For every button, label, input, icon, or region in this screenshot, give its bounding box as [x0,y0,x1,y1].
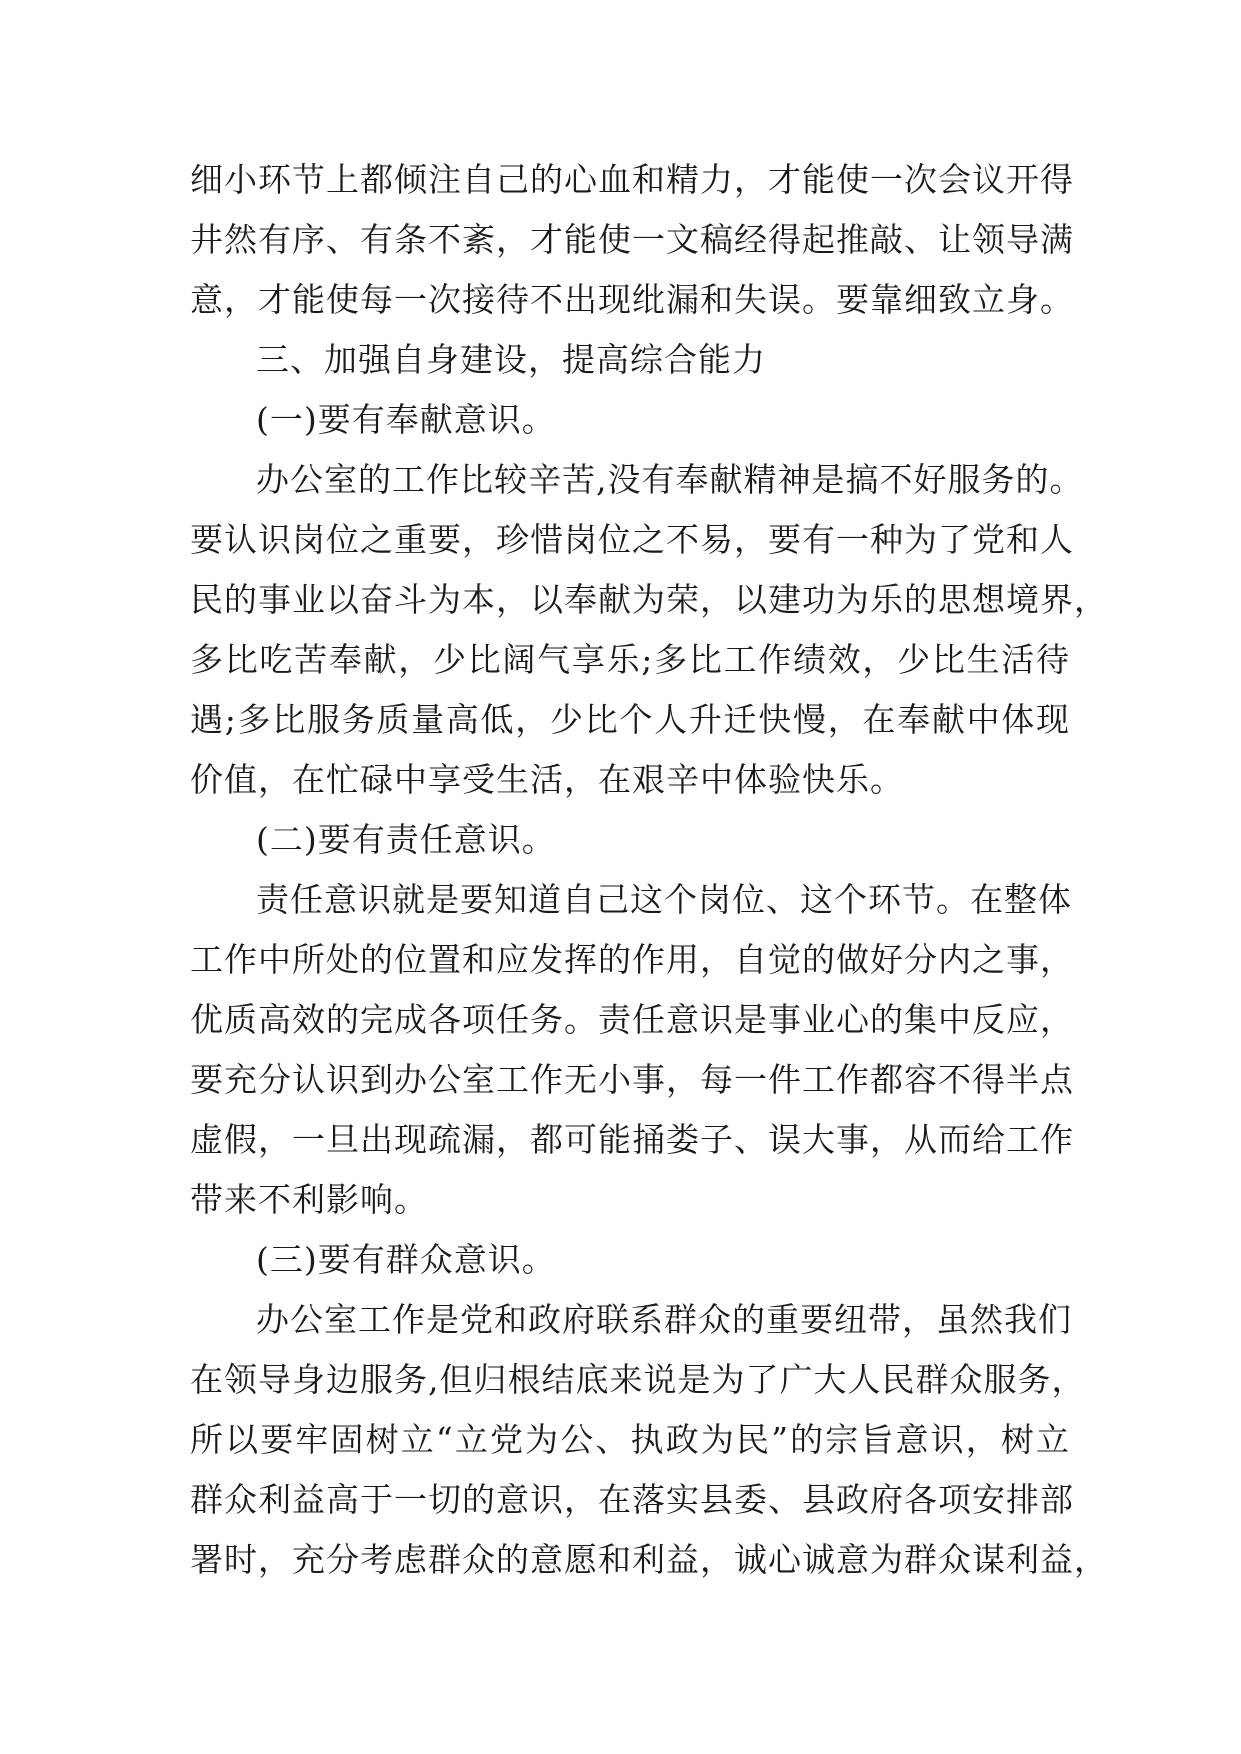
paragraph-line: 要充分认识到办公室工作无小事，每一件工作都容不得半点 [190,1060,1074,1099]
paragraph-line: 细小环节上都倾注自己的心血和精力，才能使一次会议开得 [190,160,1074,199]
subsection-heading: (一)要有奉献意识。 [256,400,556,439]
paragraph-line: 办公室的工作比较辛苦,没有奉献精神是搞不好服务的。 [256,460,1084,499]
paragraph-line: 带来不利影响。 [190,1180,428,1219]
paragraph-line: 遇;多比服务质量高低，少比个人升迁快慢，在奉献中体现 [190,700,1070,739]
paragraph-line: 所以要牢固树立“立党为公、执政为民”的宗旨意识，树立 [190,1420,1070,1459]
paragraph-line: 意，才能使每一次接待不出现纰漏和失误。要靠细致立身。 [190,280,1074,319]
paragraph-line: 价值，在忙碌中享受生活，在艰辛中体验快乐。 [190,760,904,799]
paragraph-line: 要认识岗位之重要，珍惜岗位之不易，要有一种为了党和人 [190,520,1074,559]
paragraph-line: 工作中所处的位置和应发挥的作用，自觉的做好分内之事， [190,940,1074,979]
paragraph-line: 虚假，一旦出现疏漏，都可能捅娄子、误大事，从而给工作 [190,1120,1074,1159]
subsection-heading: (二)要有责任意识。 [256,820,556,859]
paragraph-line: 办公室工作是党和政府联系群众的重要纽带，虽然我们 [256,1300,1072,1339]
paragraph-line: 优质高效的完成各项任务。责任意识是事业心的集中反应， [190,1000,1074,1039]
paragraph-line: 署时，充分考虑群众的意愿和利益，诚心诚意为群众谋利益， [190,1540,1108,1579]
subsection-heading: (三)要有群众意识。 [256,1240,556,1279]
paragraph-line: 在领导身边服务,但归根结底来说是为了广大人民群众服务， [190,1360,1086,1399]
paragraph-line: 井然有序、有条不紊，才能使一文稿经得起推敲、让领导满 [190,220,1074,259]
paragraph-line: 民的事业以奋斗为本，以奉献为荣，以建功为乐的思想境界， [190,580,1108,619]
paragraph-line: 多比吃苦奉献，少比阔气享乐;多比工作绩效，少比生活待 [190,640,1070,679]
paragraph-line: 责任意识就是要知道自己这个岗位、这个环节。在整体 [256,880,1072,919]
paragraph-line: 群众利益高于一切的意识，在落实县委、县政府各项安排部 [190,1480,1074,1519]
section-heading: 三、加强自身建设，提高综合能力 [256,340,766,379]
